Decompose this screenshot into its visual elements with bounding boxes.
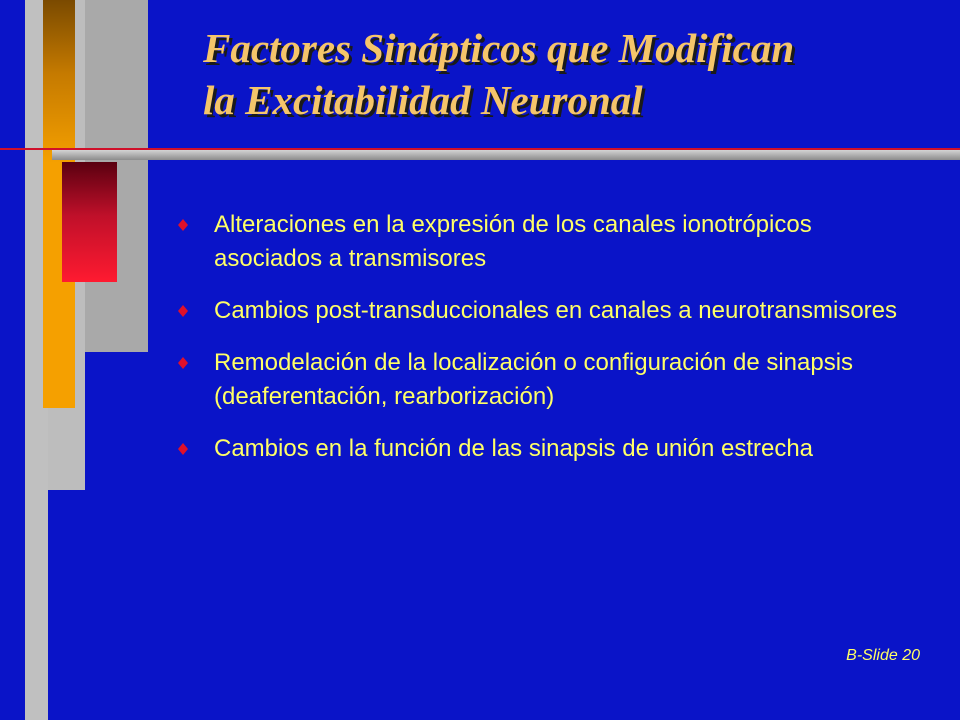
decorative-red-block xyxy=(62,162,117,282)
bullet-item xyxy=(178,294,918,328)
slide-title xyxy=(203,22,943,126)
bullet-text: Cambios en la función de las sinapsis de unión estrecha xyxy=(214,435,814,462)
bullet-list xyxy=(178,208,918,484)
slide-number: B-Slide 20 xyxy=(846,647,920,664)
bullet-text: Alteraciones en la expresión de los canales ionotrópicos asociados a transmisores xyxy=(214,211,812,272)
bullet-item xyxy=(178,208,918,276)
diamond-bullet-icon xyxy=(178,357,188,369)
decorative-gray-rule xyxy=(52,150,960,160)
diamond-bullet-icon xyxy=(178,305,188,317)
bullet-text: Remodelación de la localización o configuración de sinapsis (deaferentación, rearborización) xyxy=(214,349,854,410)
slide-title-line-2: la Excitabilidad Neuronal xyxy=(203,77,643,123)
diamond-bullet-icon xyxy=(178,219,188,231)
bullet-item xyxy=(178,432,918,466)
slide-title-line-1: Factores Sinápticos que Modifican xyxy=(203,25,795,71)
diamond-bullet-icon xyxy=(178,443,188,455)
bullet-text: Cambios post-transduccionales en canales a neurotransmisores xyxy=(214,297,898,324)
bullet-item xyxy=(178,346,918,414)
